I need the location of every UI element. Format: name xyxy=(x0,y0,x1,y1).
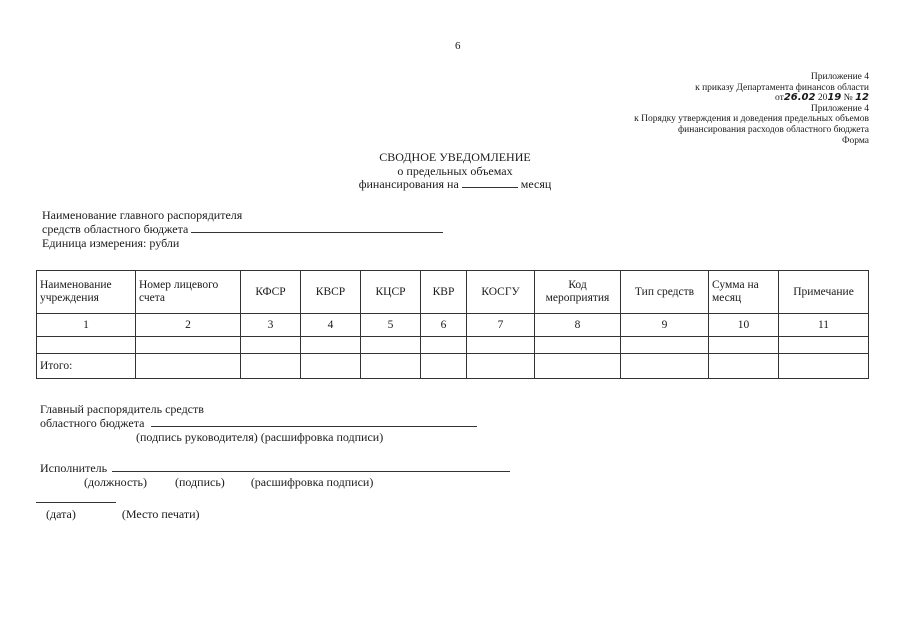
chief-label: Главный распорядитель средств xyxy=(40,402,204,416)
document-title xyxy=(300,151,610,192)
exec-signature-caption: (подпись) xyxy=(174,475,225,489)
col-header: Код мероприятия xyxy=(535,271,621,314)
stamp-caption: (Место печати) xyxy=(121,507,200,521)
handwritten-number: 12 xyxy=(855,92,869,104)
table-cell xyxy=(136,337,241,354)
appendix-label: Приложение 4 xyxy=(810,72,869,82)
table-cell xyxy=(779,354,869,379)
date-blank xyxy=(36,502,116,503)
page-number: 6 xyxy=(455,40,461,52)
exec-position-caption: (должность) xyxy=(84,475,147,489)
title-sub: о предельных объемах xyxy=(397,163,513,178)
handwritten-date: 26.02 xyxy=(783,92,816,104)
chief-label-2: областного бюджета xyxy=(40,416,145,430)
allocation-table xyxy=(36,270,869,379)
form-label: Форма xyxy=(841,135,869,146)
distributor-label: Наименование главного распорядителя xyxy=(42,208,243,222)
table-cell xyxy=(535,354,621,379)
month-blank xyxy=(462,187,518,188)
procedure-reference: к Порядку утверждения и доведения предельных объемов xyxy=(634,114,869,125)
col-number: 5 xyxy=(361,314,421,337)
col-number: 2 xyxy=(136,314,241,337)
table-cell xyxy=(301,354,361,379)
table-cell xyxy=(621,354,709,379)
chief-signature-block xyxy=(40,402,477,444)
table-number-row xyxy=(37,314,869,337)
approval-header xyxy=(634,72,869,146)
table-cell xyxy=(421,337,467,354)
col-header: Тип средств xyxy=(621,271,709,314)
col-header: Примечание xyxy=(779,271,869,314)
table-cell xyxy=(709,354,779,379)
col-header: КФСР xyxy=(241,271,301,314)
table-total-row xyxy=(37,354,869,379)
title-month-line: финансирования на месяц xyxy=(358,177,552,191)
table-cell xyxy=(37,337,136,354)
table-cell xyxy=(301,337,361,354)
table-cell xyxy=(535,337,621,354)
distributor-blank xyxy=(191,232,443,233)
table-cell xyxy=(467,354,535,379)
col-number: 7 xyxy=(467,314,535,337)
col-number: 8 xyxy=(535,314,621,337)
col-header: КОСГУ xyxy=(467,271,535,314)
date-stamp-line xyxy=(46,507,200,521)
col-header: КВР xyxy=(421,271,467,314)
col-header: Наименование учреждения xyxy=(37,271,136,314)
appendix-label-2: Приложение 4 xyxy=(810,103,869,114)
table-cell xyxy=(779,337,869,354)
title-main: СВОДНОЕ УВЕДОМЛЕНИЕ xyxy=(379,150,531,164)
col-number: 11 xyxy=(779,314,869,337)
executor-blank xyxy=(112,471,510,472)
col-number: 1 xyxy=(37,314,136,337)
table-cell xyxy=(136,354,241,379)
total-label: Итого: xyxy=(37,354,136,379)
col-number: 10 xyxy=(709,314,779,337)
chief-signature-blank xyxy=(151,426,477,427)
col-number: 6 xyxy=(421,314,467,337)
table-cell xyxy=(361,337,421,354)
order-reference: к приказу Департамента финансов области xyxy=(695,82,869,93)
col-number: 9 xyxy=(621,314,709,337)
procedure-reference-2: финансирования расходов областного бюджета xyxy=(678,124,869,135)
table-cell xyxy=(709,337,779,354)
col-header: КВСР xyxy=(301,271,361,314)
exec-decoding-caption: (расшифровка подписи) xyxy=(250,475,374,489)
table-cell xyxy=(621,337,709,354)
executor-label: Исполнитель xyxy=(40,461,108,475)
handwritten-year: 19 xyxy=(827,92,842,104)
table-header-row xyxy=(37,271,869,314)
executor-signature-block xyxy=(40,461,510,489)
order-date-line: от26.02 2019 № 12 xyxy=(775,92,869,104)
chief-caption: (подпись руководителя) (расшифровка подписи) xyxy=(136,430,384,444)
table-cell xyxy=(421,354,467,379)
document-meta xyxy=(42,208,443,250)
col-header: Сумма на месяц xyxy=(709,271,779,314)
table-row xyxy=(37,337,869,354)
table-cell xyxy=(467,337,535,354)
col-number: 4 xyxy=(301,314,361,337)
unit-label: Единица измерения: рубли xyxy=(42,236,180,250)
col-header: КЦСР xyxy=(361,271,421,314)
table-cell xyxy=(241,354,301,379)
date-caption: (дата) xyxy=(46,507,76,521)
col-number: 3 xyxy=(241,314,301,337)
table-cell xyxy=(241,337,301,354)
col-header: Номер лицевого счета xyxy=(136,271,241,314)
table-cell xyxy=(361,354,421,379)
budget-line: средств областного бюджета xyxy=(42,222,443,236)
